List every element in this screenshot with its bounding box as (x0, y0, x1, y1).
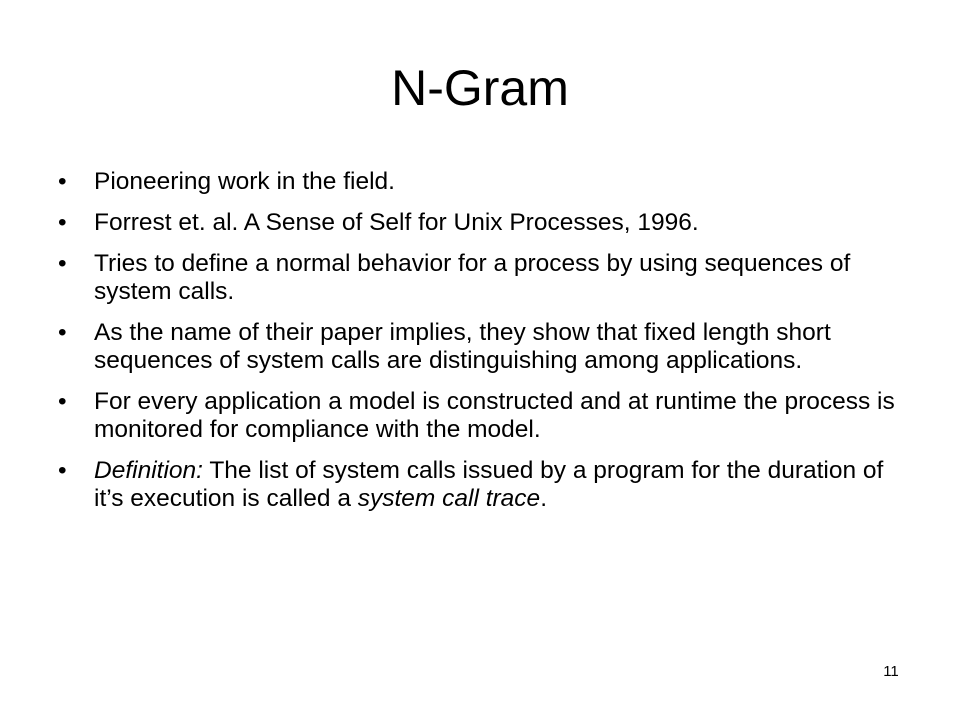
slide-title: N-Gram (391, 60, 569, 116)
bullet-marker: • (58, 319, 67, 346)
bullet-marker: • (58, 457, 67, 484)
bullet-text: For every application a model is constructed and at runtime the process is monitored for compliance with the model. (94, 388, 895, 443)
bullet-item (58, 319, 898, 375)
bullet-marker: • (58, 209, 67, 236)
bullet-text: Forrest et. al. A Sense of Self for Unix Processes, 1996. (94, 209, 699, 236)
bullet-text: Tries to define a normal behavior for a process by using sequences of system calls. (94, 250, 851, 305)
definition-label: Definition: (94, 457, 203, 484)
term-system-call-trace: system call trace (357, 485, 541, 512)
bullet-item (58, 388, 898, 444)
bullet-text: Pioneering work in the field. (94, 168, 395, 195)
bullet-list (58, 168, 898, 526)
bullet-item (58, 168, 898, 196)
bullet-marker: • (58, 250, 67, 277)
bullet-item (58, 209, 898, 237)
definition-text: The list of system calls issued by a program for the duration of it’s execution is called a (94, 457, 884, 512)
bullet-item (58, 250, 898, 306)
bullet-text: As the name of their paper implies, they show that fixed length short sequences of system calls are distinguishing among applications. (94, 319, 831, 374)
bullet-item (58, 457, 898, 513)
definition-end: . (540, 485, 547, 512)
bullet-marker: • (58, 388, 67, 415)
bullet-marker: • (58, 168, 67, 195)
bullet-text (94, 457, 883, 512)
page-number: 11 (883, 663, 899, 680)
